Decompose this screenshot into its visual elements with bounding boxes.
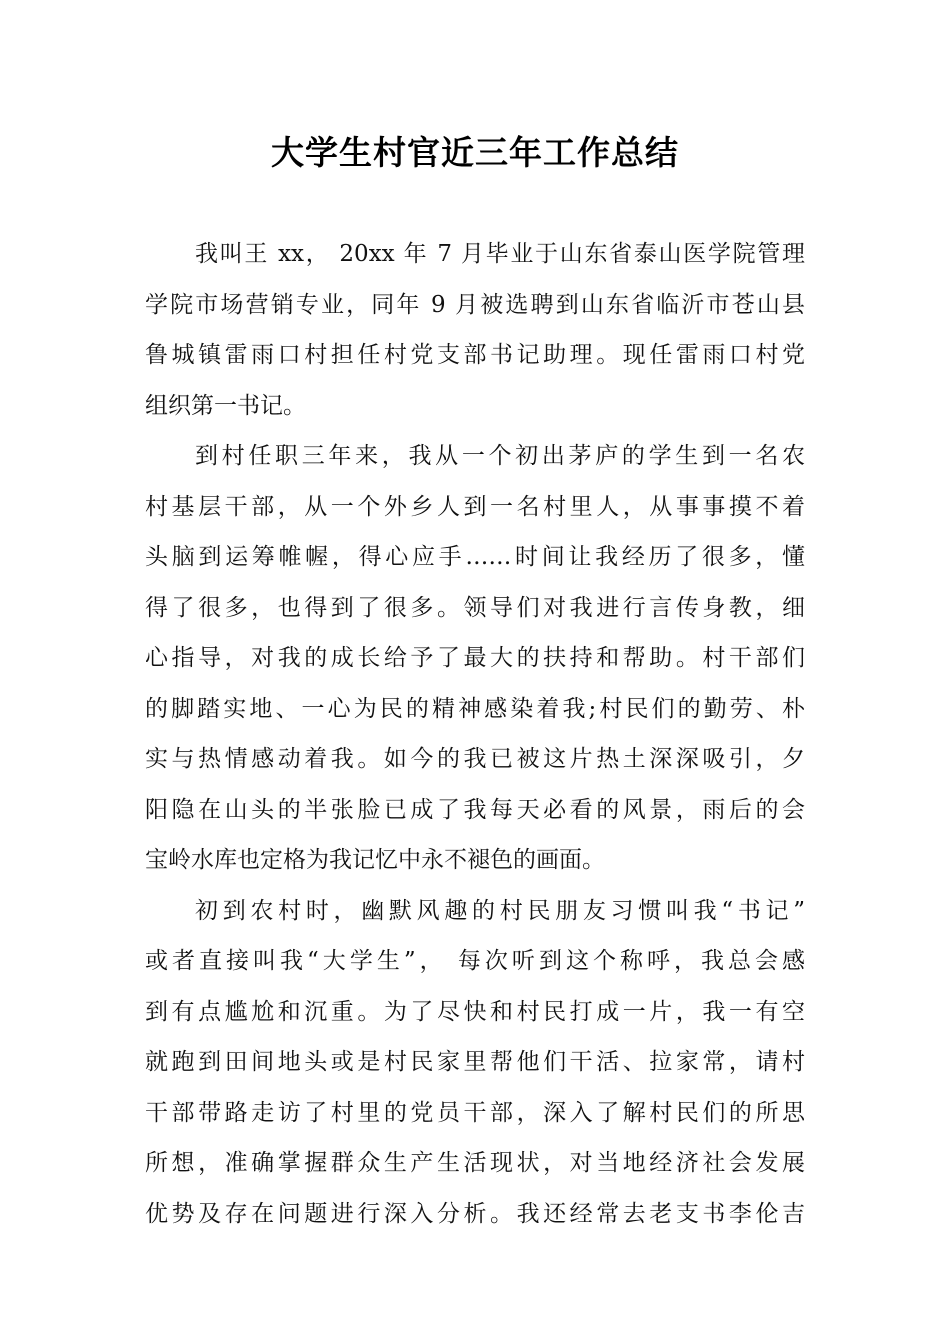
text-line: 或者直接叫我“大学生”， 每次听到这个称呼，我总会感 [145,948,805,974]
paragraph-3 [145,886,805,1240]
text-line: 宝岭水库也定格为我记忆中永不褪色的画面。 [145,847,605,873]
text-line: 得了很多，也得到了很多。领导们对我进行言传身教，细 [145,594,805,621]
text-line: 阳隐在山头的半张脸已成了我每天必看的风景，雨后的会 [145,796,805,823]
text-line: 心指导，对我的成长给予了最大的扶持和帮助。村干部们 [145,645,805,671]
text-line: 的脚踏实地、一心为民的精神感染着我;村民们的勤劳、朴 [145,695,805,722]
text-line: 头脑到运筹帷幄，得心应手……时间让我经历了很多，懂 [145,544,805,570]
text-line: 学院市场营销专业，同年 9 月被选聘到山东省临沂市苍山县 [145,291,805,318]
text-line: 到有点尴尬和沉重。为了尽快和村民打成一片，我一有空 [145,998,805,1025]
text-line: 就跑到田间地头或是村民家里帮他们干活、拉家常，请村 [145,1049,805,1075]
document-title: 大学生村官近三年工作总结 [271,133,679,172]
text-line: 初到农村时，幽默风趣的村民朋友习惯叫我“书记” [195,897,805,924]
paragraph-1 [145,229,805,431]
text-line: 鲁城镇雷雨口村担任村党支部书记助理。现任雷雨口村党 [145,342,805,368]
text-line: 到村任职三年来，我从一个初出茅庐的学生到一名农 [195,443,805,469]
text-line: 组织第一书记。 [145,392,306,419]
text-line: 优势及存在问题进行深入分析。我还经常去老支书李伦吉 [145,1200,805,1227]
document-body [145,229,805,1239]
paragraph-2 [145,431,805,886]
text-line: 我叫王 xx， 20xx 年 7 月毕业于山东省泰山医学院管理 [195,241,805,267]
text-line: 干部带路走访了村里的党员干部，深入了解村民们的所思 [145,1099,805,1126]
text-line: 所想，准确掌握群众生产生活现状，对当地经济社会发展 [145,1150,805,1176]
text-line: 村基层干部，从一个外乡人到一名村里人，从事事摸不着 [145,493,805,520]
text-line: 实与热情感动着我。如今的我已被这片热土深深吸引，夕 [145,746,805,772]
